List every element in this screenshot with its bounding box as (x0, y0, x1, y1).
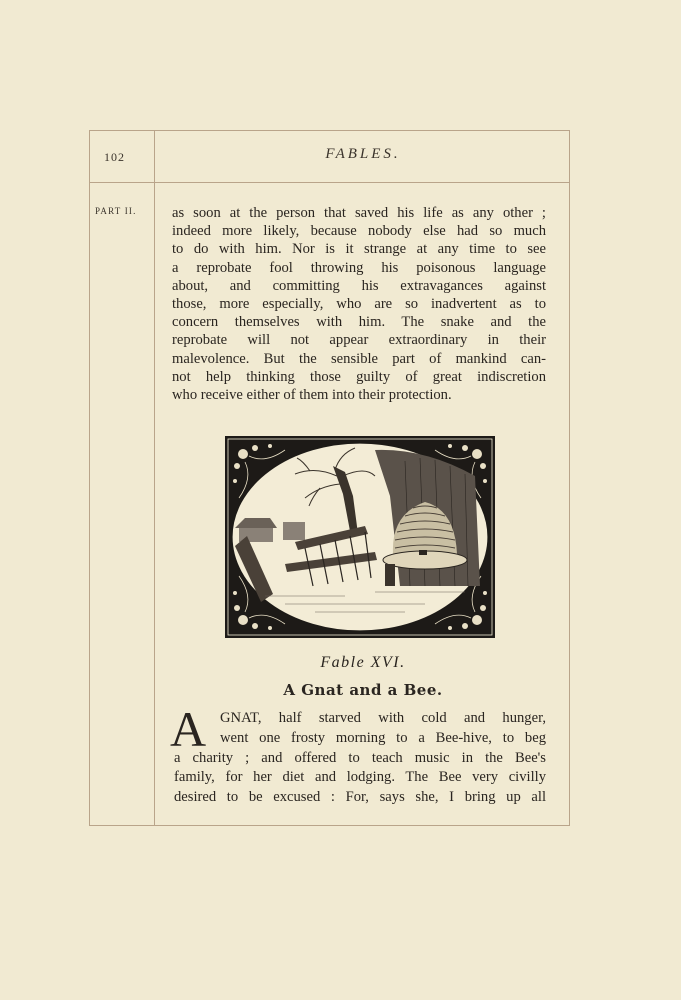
body-line: a reprobate fool throwing his poisonous language (172, 259, 546, 276)
body-paragraph (172, 204, 546, 404)
fable-number: Fable XVI. (320, 654, 406, 671)
beehive-engraving (225, 436, 495, 638)
fable-line: a charity ; and offered to teach music in the Bee's (174, 749, 546, 766)
page-number: 102 (104, 150, 125, 164)
body-line: to do with him. Nor is it strange at any time to see (172, 241, 546, 258)
body-line: those, more especially, who are so inadvertent as to (172, 296, 546, 313)
fable-line: family, for her diet and lodging. The Bee very civilly (174, 769, 546, 786)
body-line: who receive either of them into their protection. (172, 387, 452, 404)
fable-line: went one frosty morning to a Bee-hive, to beg (220, 729, 546, 746)
header-rule (89, 182, 570, 183)
margin-rule (154, 130, 155, 826)
fable-line: GNAT, half starved with cold and hunger, (220, 710, 546, 726)
body-line: not help thinking those guilty of great indiscretion (172, 368, 546, 385)
fable-line: desired to be excused : For, says she, I bring up all (174, 789, 546, 806)
part-label: PART II. (95, 206, 137, 216)
body-line: indeed more likely, because nobody else had so much (172, 223, 546, 240)
body-line: concern themselves with him. The snake and the (172, 314, 546, 331)
fable-paragraph (174, 709, 546, 808)
body-line: malevolence. But the sensible part of mankind can- (172, 350, 546, 367)
body-line: as soon at the person that saved his life as any other ; (172, 205, 546, 221)
fable-title: A Gnat and a Bee. (283, 681, 443, 699)
body-line: reprobate will not appear extraordinary in their (172, 332, 546, 349)
running-head: FABLES. (325, 146, 401, 162)
body-line: about, and committing his extravagances against (172, 277, 546, 294)
drop-cap: A (170, 701, 207, 757)
